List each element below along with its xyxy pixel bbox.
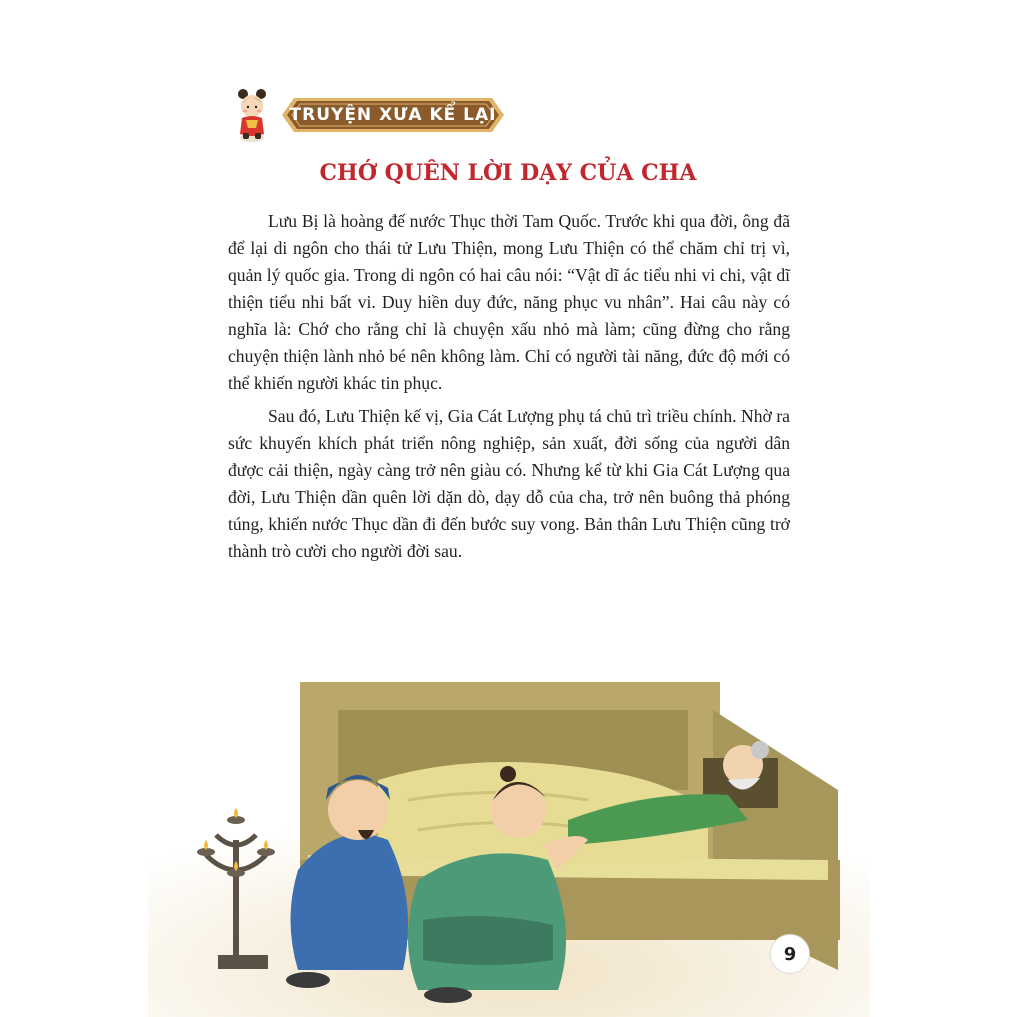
page-number: 9 (770, 934, 810, 974)
story-title: CHỚ QUÊN LỜI DẠY CỦA CHA (319, 160, 697, 186)
story-body (228, 208, 790, 571)
badge-label: TRUYỆN XƯA KỂ LẠI (289, 105, 497, 125)
story-illustration (148, 670, 870, 1017)
child-mascot-icon (230, 86, 274, 144)
paragraph-1: Lưu Bị là hoàng đế nước Thục thời Tam Quốc. Trước khi qua đời, ông đã để lại di ngôn cho thái tử Lưu Thiện, mong Lưu Thiện có thể chăm chỉ trị vì, quản lý quốc gia. Trong di ngôn có hai câu nói: “Vật dĩ ác tiểu nhi vi chi, vật dĩ thiện tiểu nhi bất vi. Duy hiền duy đức, năng phục vu nhân”. Hai câu này có nghĩa là: Chớ cho rằng chỉ là chuyện xấu nhỏ mà làm; cũng đừng cho rằng chuyện thiện lành nhỏ bé nên không làm. Chỉ có người tài năng, đức độ mới có thể khiến người khác tin phục. (228, 211, 790, 393)
section-badge (230, 86, 510, 144)
paragraph-2: Sau đó, Lưu Thiện kế vị, Gia Cát Lượng phụ tá chủ trì triều chính. Nhờ ra sức khuyến khích phát triển nông nghiệp, sản xuất, đời sống của người dân được cải thiện, ngày càng trở nên giàu có. Nhưng kể từ khi Gia Cát Lượng qua đời, Lưu Thiện dần quên lời dặn dò, dạy dỗ của cha, trở nên buông thả phóng túng, khiến nước Thục dần đi đến bước suy vong. Bản thân Lưu Thiện cũng trở thành trò cười cho người đời sau. (228, 406, 790, 561)
